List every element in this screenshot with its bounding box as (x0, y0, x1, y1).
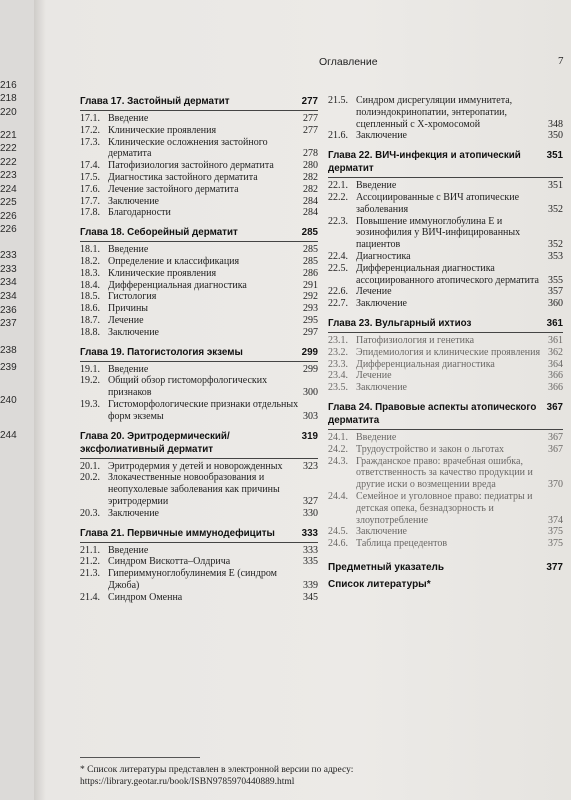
toc-entry (80, 244, 318, 256)
entry-page: 362 (548, 346, 563, 358)
section-gap (328, 394, 563, 401)
footnote-rule (80, 757, 200, 758)
page-title: Оглавление (319, 56, 378, 68)
entry-number: 23.5. (328, 382, 348, 394)
toc-entry (328, 335, 563, 347)
adjacent-page-number: 234 (0, 291, 17, 302)
toc-entry (328, 432, 563, 444)
chapter-heading (328, 149, 563, 178)
entry-title: Общий обзор гистоморфологических признаков (108, 375, 268, 399)
entry-title: Диагностика (356, 250, 411, 262)
entry-page: 293 (303, 303, 318, 315)
adjacent-page-number: 223 (0, 170, 17, 181)
entry-page: 370 (548, 479, 563, 491)
entry-number: 21.3. (80, 568, 100, 580)
entry-page: 330 (303, 507, 318, 519)
entry-title: Введение (108, 244, 149, 256)
entry-page: 335 (303, 556, 318, 568)
entry-page: 299 (303, 363, 318, 375)
entry-number: 22.4. (328, 250, 348, 262)
entry-number: 22.2. (328, 191, 348, 203)
subject-index-page: 377 (546, 561, 563, 573)
entry-page: 353 (548, 250, 563, 262)
chapter-page: 285 (301, 227, 318, 239)
entry-page: 345 (303, 591, 318, 603)
toc-entry (80, 568, 318, 592)
entry-page: 282 (303, 183, 318, 195)
toc-entry (80, 327, 318, 339)
entry-title: Введение (356, 180, 397, 192)
entry-title: Лечение (356, 370, 392, 382)
chapter-title: Глава 21. Первичные иммунодефициты (80, 527, 275, 539)
toc-entry (80, 375, 318, 399)
adjacent-page-number: 225 (0, 197, 17, 208)
entry-number: 20.2. (80, 472, 100, 484)
entry-page: 292 (303, 291, 318, 303)
page-number: 7 (558, 55, 564, 67)
entry-number: 24.1. (328, 431, 348, 443)
adjacent-page-number: 239 (0, 362, 17, 373)
references-entry (328, 578, 563, 591)
entry-page: 374 (548, 514, 563, 526)
toc-entry (80, 268, 318, 280)
entry-title: Введение (356, 431, 397, 443)
toc-entry (328, 298, 563, 310)
entry-title: Клинические проявления (108, 267, 217, 279)
entry-number: 24.3. (328, 455, 348, 467)
entry-title: Злокачественные новообразования и неопухолевые заболевания как причины эритродермии (108, 472, 280, 507)
entry-title: Гистоморфологические признаки отдельных форм экземы (108, 398, 299, 422)
entry-page: 277 (303, 124, 318, 136)
toc-entry (80, 315, 318, 327)
entry-title: Благодарности (108, 207, 171, 219)
entry-number: 21.4. (80, 591, 100, 603)
entry-title: Дифференциальная диагностика (108, 279, 247, 291)
section-gap (328, 550, 563, 557)
entry-page: 355 (548, 274, 563, 286)
chapter-page: 277 (301, 96, 318, 107)
toc-entry (328, 456, 563, 491)
entry-title: Синдром Оменна (108, 591, 183, 603)
chapter-title: Глава 24. Правовые аспекты атопического дерматита (328, 401, 537, 426)
entry-number: 24.4. (328, 490, 348, 502)
footnote: * Список литературы представлен в электронной версии по адресу: https://library.geotar.ru/book/ISBN9785970440889.html (80, 765, 354, 787)
entry-page: 357 (548, 286, 563, 298)
entry-number: 19.3. (80, 398, 100, 410)
entry-page: 278 (303, 148, 318, 160)
adjacent-page-number: 222 (0, 157, 17, 168)
entry-title: Семейное и уголовное право: педиатры и детская опека, безнадзорность и злоупотребление (356, 490, 533, 526)
entry-number: 23.2. (328, 346, 348, 358)
entry-number: 23.1. (328, 334, 348, 346)
toc-entry (328, 95, 563, 130)
entry-page: 333 (303, 544, 318, 556)
adjacent-page-number: 234 (0, 277, 17, 288)
toc-entry (80, 472, 318, 507)
section-gap (328, 142, 563, 149)
adjacent-page-number: 236 (0, 305, 17, 316)
entry-title: Введение (108, 363, 149, 375)
subject-index-label: Предметный указатель (328, 561, 445, 573)
subject-index-entry (328, 561, 563, 574)
toc-entry (80, 256, 318, 268)
entry-number: 21.5. (328, 95, 348, 106)
entry-number: 18.3. (80, 267, 100, 279)
adjacent-page-number: 233 (0, 264, 17, 275)
entry-number: 17.4. (80, 160, 100, 172)
adjacent-page-number: 220 (0, 107, 17, 118)
entry-title: Синдром Вискотта–Олдрича (108, 556, 231, 568)
toc-left-column (80, 95, 318, 611)
adjacent-page-number: 224 (0, 184, 17, 195)
entry-title: Гражданское право: врачебная ошибка, ответственность за качество продукции и другие иски о возмещении вреда (356, 455, 533, 491)
entry-title: Эритродермия у детей и новорожденных (108, 460, 283, 472)
adjacent-page-number: 238 (0, 345, 17, 356)
entry-title: Лечение (356, 286, 392, 298)
toc-entry (80, 364, 318, 376)
chapter-heading (80, 527, 318, 543)
chapter-title: Глава 18. Себорейный дерматит (80, 227, 238, 239)
toc-entry (328, 263, 563, 287)
entry-page: 327 (303, 495, 318, 507)
section-gap (80, 219, 318, 226)
toc-entry (80, 303, 318, 315)
entry-page: 295 (303, 314, 318, 326)
entry-page: 277 (303, 113, 318, 124)
entry-page: 351 (548, 180, 563, 192)
entry-title: Таблица прецедентов (356, 538, 448, 550)
entry-title: Патофизиология и генетика (356, 334, 475, 346)
chapter-page: 333 (301, 527, 318, 539)
entry-number: 18.1. (80, 244, 100, 256)
entry-number: 21.2. (80, 556, 100, 568)
toc-entry (328, 491, 563, 526)
entry-title: Заключение (356, 130, 407, 142)
adjacent-page-number: 240 (0, 395, 17, 406)
toc-entry (80, 113, 318, 125)
section-gap (328, 310, 563, 317)
entry-number: 18.8. (80, 326, 100, 338)
entry-number: 21.6. (328, 130, 348, 142)
entry-title: Лечение застойного дерматита (108, 183, 239, 195)
entry-title: Эпидемиология и клинические проявления (356, 346, 541, 358)
chapter-page: 351 (546, 150, 563, 162)
entry-number: 18.2. (80, 255, 100, 267)
entry-number: 24.6. (328, 538, 348, 550)
entry-number: 19.2. (80, 375, 100, 387)
entry-number: 17.2. (80, 124, 100, 136)
entry-number: 17.5. (80, 171, 100, 183)
entry-title: Определение и классификация (108, 255, 240, 267)
section-gap (80, 423, 318, 430)
toc-entry (328, 180, 563, 192)
entry-title: Заключение (108, 326, 159, 338)
toc-entry (328, 251, 563, 263)
chapter-heading (80, 226, 318, 242)
chapter-heading (328, 401, 563, 430)
entry-number: 18.7. (80, 314, 100, 326)
toc-entry (80, 184, 318, 196)
entry-page: 282 (303, 171, 318, 183)
chapter-title: Глава 23. Вульгарный ихтиоз (328, 317, 472, 329)
adjacent-page-number: 226 (0, 224, 17, 235)
entry-title: Клинические осложнения застойного дерматита (108, 136, 268, 160)
adjacent-page-number: 237 (0, 318, 17, 329)
toc-entry (80, 137, 318, 161)
toc-entry (80, 399, 318, 423)
entry-number: 21.1. (80, 544, 100, 556)
entry-number: 20.1. (80, 460, 100, 472)
entry-page: 367 (548, 431, 563, 443)
toc-entry (328, 370, 563, 382)
adjacent-page-number: 216 (0, 80, 17, 91)
references-label: Список литературы* (328, 578, 431, 590)
entry-title: Введение (108, 113, 149, 124)
entry-page: 366 (548, 370, 563, 382)
entry-page: 286 (303, 267, 318, 279)
toc-entry (328, 444, 563, 456)
adjacent-page-edge (0, 0, 34, 800)
entry-page: 360 (548, 298, 563, 310)
section-gap (80, 520, 318, 527)
entry-page: 297 (303, 326, 318, 338)
toc-entry (328, 526, 563, 538)
entry-page: 364 (548, 358, 563, 370)
entry-number: 24.5. (328, 526, 348, 538)
toc-entry (80, 545, 318, 557)
adjacent-page-number: 221 (0, 130, 17, 141)
entry-title: Гипериммуноглобулинемия Е (синдром Джоба) (108, 568, 277, 591)
toc-entry (80, 291, 318, 303)
entry-number: 22.3. (328, 215, 348, 227)
adjacent-page-number: 218 (0, 93, 17, 104)
adjacent-page-number: 222 (0, 143, 17, 154)
entry-title: Заключение (356, 382, 407, 394)
entry-page: 303 (303, 410, 318, 422)
entry-title: Дифференциальная диагностика (356, 358, 495, 370)
toc-entry (328, 347, 563, 359)
entry-title: Заключение (356, 526, 407, 538)
chapter-page: 367 (546, 401, 563, 413)
adjacent-page-number: 226 (0, 211, 17, 222)
entry-page: 285 (303, 255, 318, 267)
entry-number: 17.6. (80, 183, 100, 195)
toc-entry (328, 286, 563, 298)
entry-number: 19.1. (80, 363, 100, 375)
chapter-page: 299 (301, 346, 318, 358)
entry-title: Ассоциированные с ВИЧ атопические заболевания (356, 191, 520, 215)
toc-entry (80, 508, 318, 520)
entry-title: Диагностика застойного дерматита (108, 171, 258, 183)
entry-page: 300 (303, 387, 318, 399)
entry-title: Введение (108, 544, 149, 556)
section-gap (80, 604, 318, 611)
entry-page: 284 (303, 195, 318, 207)
entry-number: 23.3. (328, 358, 348, 370)
entry-title: Заключение (108, 507, 159, 519)
entry-number: 18.5. (80, 291, 100, 303)
chapter-heading (80, 430, 318, 459)
entry-page: 323 (303, 460, 318, 472)
entry-number: 20.3. (80, 507, 100, 519)
adjacent-page-number: 233 (0, 250, 17, 261)
entry-number: 22.1. (328, 180, 348, 192)
entry-page: 361 (548, 334, 563, 346)
entry-title: Синдром дисрегуляции иммунитета, полиэндокринопатии, энтеропатии, сцепленный с Х-хромосомой (356, 95, 513, 130)
entry-page: 348 (548, 118, 563, 130)
entry-title: Заключение (356, 298, 407, 310)
toc-entry (328, 216, 563, 251)
entry-title: Патофизиология застойного дерматита (108, 160, 274, 172)
entry-number: 17.1. (80, 113, 100, 124)
entry-number: 22.6. (328, 286, 348, 298)
entry-page: 350 (548, 130, 563, 142)
chapter-page: 319 (301, 430, 318, 442)
chapter-heading (328, 317, 563, 333)
chapter-title: Глава 20. Эритродермический/ эксфолиативный дерматит (80, 430, 230, 455)
entry-number: 23.4. (328, 370, 348, 382)
entry-title: Трудоустройство и закон о льготах (356, 443, 505, 455)
toc-entry (80, 280, 318, 292)
entry-title: Клинические проявления (108, 124, 217, 136)
entry-title: Заключение (108, 195, 159, 207)
toc-entry (80, 207, 318, 219)
entry-page: 367 (548, 443, 563, 455)
entry-title: Причины (108, 303, 149, 315)
chapter-title: Глава 19. Патогистология экземы (80, 346, 243, 358)
chapter-page: 361 (546, 317, 563, 329)
section-gap (80, 339, 318, 346)
entry-page: 375 (548, 526, 563, 538)
entry-page: 339 (303, 579, 318, 591)
toc-entry (328, 359, 563, 371)
entry-number: 18.6. (80, 303, 100, 315)
chapter-title: Глава 22. ВИЧ-инфекция и атопический дерматит (328, 150, 521, 175)
toc-entry (328, 192, 563, 216)
entry-title: Дифференциальная диагностика ассоциированного атопического дерматита (356, 262, 539, 286)
entry-title: Повышение иммуноглобулина Е и эозинофилия у ВИЧ-инфицированных пациентов (356, 215, 521, 251)
entry-page: 285 (303, 244, 318, 256)
entry-page: 375 (548, 538, 563, 550)
toc-right-column (328, 95, 563, 591)
toc-entry (80, 196, 318, 208)
entry-page: 280 (303, 160, 318, 172)
entry-page: 352 (548, 239, 563, 251)
toc-entry (328, 538, 563, 550)
entry-number: 24.2. (328, 443, 348, 455)
toc-entry (80, 556, 318, 568)
toc-entry (80, 125, 318, 137)
chapter-title: Глава 17. Застойный дерматит (80, 96, 230, 107)
entry-page: 291 (303, 279, 318, 291)
toc-entry (80, 172, 318, 184)
entry-number: 17.8. (80, 207, 100, 219)
entry-number: 18.4. (80, 279, 100, 291)
entry-title: Лечение (108, 314, 144, 326)
toc-entry (80, 592, 318, 604)
toc-entry (80, 160, 318, 172)
entry-number: 22.5. (328, 262, 348, 274)
entry-title: Гистология (108, 291, 157, 303)
toc-entry (328, 130, 563, 142)
chapter-heading (80, 346, 318, 362)
entry-number: 17.3. (80, 136, 100, 148)
entry-page: 366 (548, 382, 563, 394)
entry-number: 22.7. (328, 298, 348, 310)
entry-page: 284 (303, 207, 318, 219)
adjacent-page-number: 244 (0, 430, 17, 441)
toc-entry (328, 382, 563, 394)
toc-entry (80, 461, 318, 473)
chapter-heading (80, 95, 318, 111)
entry-page: 352 (548, 203, 563, 215)
entry-number: 17.7. (80, 195, 100, 207)
